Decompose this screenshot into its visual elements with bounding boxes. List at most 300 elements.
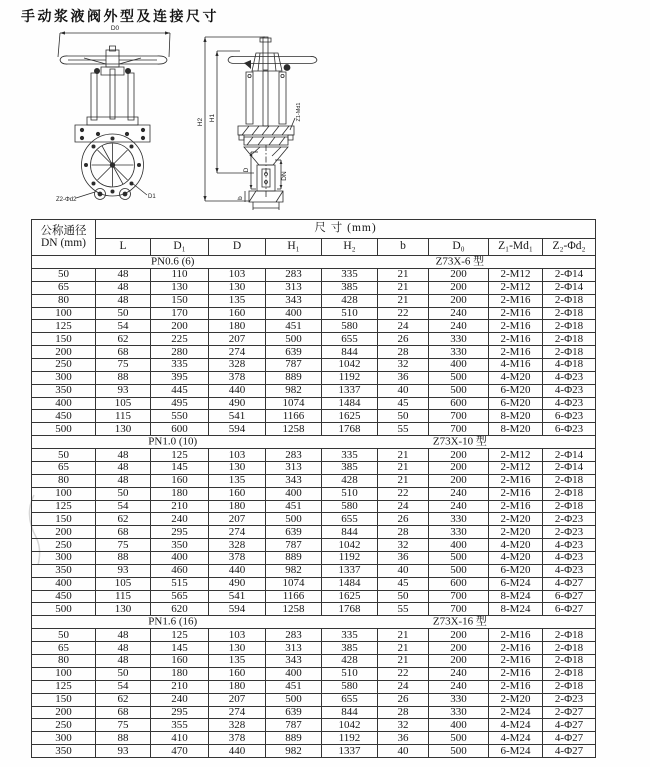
table-cell: 2-Φ18 <box>543 487 596 500</box>
table-cell: 500 <box>429 745 489 758</box>
table-cell: 50 <box>96 487 151 500</box>
table-cell: 48 <box>96 629 151 642</box>
front-view-drawing <box>56 25 170 203</box>
table-cell: 889 <box>266 552 322 565</box>
dn-cell: 50 <box>32 449 96 462</box>
table-cell: 150 <box>151 294 209 307</box>
h2-dimension <box>197 37 265 201</box>
table-row <box>32 371 596 384</box>
b-label: b <box>237 196 244 200</box>
table-cell: 180 <box>209 500 266 513</box>
size-header-cell: 尺 寸 (mm) <box>96 220 596 239</box>
dn-cell: 65 <box>32 281 96 294</box>
table-cell: 240 <box>429 680 489 693</box>
table-cell: 2-Φ18 <box>543 333 596 346</box>
table-cell: 4-Φ23 <box>543 371 596 384</box>
table-cell: 200 <box>429 474 489 487</box>
table-cell: 639 <box>266 346 322 359</box>
table-cell: 313 <box>266 281 322 294</box>
table-cell: 75 <box>96 539 151 552</box>
table-cell: 2-Φ18 <box>543 294 596 307</box>
table-cell: 125 <box>151 449 209 462</box>
table-cell: 400 <box>266 487 322 500</box>
table-cell: 103 <box>209 269 266 282</box>
section-header-cell <box>32 616 596 629</box>
table-cell: 160 <box>209 487 266 500</box>
dn-cell: 125 <box>32 500 96 513</box>
table-cell: 50 <box>96 307 151 320</box>
col-header-D0: D₀ <box>429 239 489 256</box>
table-cell: 440 <box>209 564 266 577</box>
table-row <box>32 384 596 397</box>
table-cell: 1074 <box>266 397 322 410</box>
table-cell: 6-M24 <box>489 577 543 590</box>
h1-label: H1 <box>209 113 216 123</box>
table-cell: 982 <box>266 384 322 397</box>
table-cell: 428 <box>322 294 378 307</box>
table-cell: 495 <box>151 397 209 410</box>
table-cell: 160 <box>209 307 266 320</box>
table-cell: 4-Φ27 <box>543 719 596 732</box>
table-cell: 787 <box>266 719 322 732</box>
dn-cell: 500 <box>32 603 96 616</box>
table-cell: 48 <box>96 449 151 462</box>
table-cell: 500 <box>266 333 322 346</box>
table-cell: 274 <box>209 526 266 539</box>
table-cell: 335 <box>322 269 378 282</box>
table-cell: 48 <box>96 642 151 655</box>
table-cell: 200 <box>429 281 489 294</box>
table-cell: 2-M16 <box>489 474 543 487</box>
table-cell: 130 <box>209 281 266 294</box>
table-cell: 295 <box>151 706 209 719</box>
table-cell: 180 <box>209 320 266 333</box>
table-cell: 54 <box>96 320 151 333</box>
table-cell: 600 <box>429 397 489 410</box>
table-cell: 55 <box>378 423 429 436</box>
table-cell: 2-Φ18 <box>543 667 596 680</box>
table-row <box>32 346 596 359</box>
table-cell: 240 <box>429 487 489 500</box>
dn-dimension <box>275 160 288 189</box>
table-cell: 335 <box>151 359 209 372</box>
table-cell: 4-M20 <box>489 371 543 384</box>
table-cell: 6-Φ23 <box>543 410 596 423</box>
table-cell: 428 <box>322 474 378 487</box>
table-row <box>32 307 596 320</box>
table-cell: 451 <box>266 320 322 333</box>
table-cell: 225 <box>151 333 209 346</box>
table-cell: 343 <box>266 655 322 668</box>
table-cell: 541 <box>209 590 266 603</box>
table-row <box>32 410 596 423</box>
table-cell: 400 <box>266 667 322 680</box>
handwheel-side <box>228 37 317 71</box>
dn-cell: 100 <box>32 667 96 680</box>
table-cell: 440 <box>209 745 266 758</box>
table-cell: 655 <box>322 693 378 706</box>
table-cell: 240 <box>429 320 489 333</box>
h1-dimension <box>209 51 254 173</box>
table-cell: 48 <box>96 269 151 282</box>
col-header-b: b <box>378 239 429 256</box>
table-cell: 110 <box>151 269 209 282</box>
table-cell: 45 <box>378 577 429 590</box>
table-row <box>32 629 596 642</box>
table-cell: 4-Φ18 <box>543 359 596 372</box>
dn-cell: 80 <box>32 294 96 307</box>
table-cell: 620 <box>151 603 209 616</box>
table-cell: 2-M16 <box>489 500 543 513</box>
dn-cell: 50 <box>32 269 96 282</box>
table-cell: 2-M16 <box>489 333 543 346</box>
table-row <box>32 526 596 539</box>
table-cell: 93 <box>96 564 151 577</box>
table-cell: 451 <box>266 680 322 693</box>
table-cell: 4-M24 <box>489 719 543 732</box>
table-cell: 6-Φ27 <box>543 603 596 616</box>
table-row <box>32 269 596 282</box>
table-cell: 385 <box>322 462 378 475</box>
table-cell: 1042 <box>322 359 378 372</box>
table-cell: 40 <box>378 384 429 397</box>
table-cell: 8-M24 <box>489 603 543 616</box>
table-cell: 330 <box>429 526 489 539</box>
table-cell: 510 <box>322 307 378 320</box>
table-cell: 4-Φ27 <box>543 745 596 758</box>
table-cell: 207 <box>209 693 266 706</box>
table-cell: 844 <box>322 526 378 539</box>
table-cell: 2-Φ27 <box>543 706 596 719</box>
table-cell: 639 <box>266 706 322 719</box>
dn-cell: 125 <box>32 680 96 693</box>
table-cell: 787 <box>266 359 322 372</box>
table-row <box>32 462 596 475</box>
table-cell: 2-Φ18 <box>543 346 596 359</box>
table-cell: 328 <box>209 539 266 552</box>
table-cell: 28 <box>378 706 429 719</box>
b-dimension <box>237 191 245 202</box>
table-cell: 6-M20 <box>489 564 543 577</box>
table-cell: 350 <box>151 539 209 552</box>
table-cell: 400 <box>266 307 322 320</box>
table-cell: 36 <box>378 732 429 745</box>
table-cell: 48 <box>96 281 151 294</box>
table-cell: 4-Φ27 <box>543 732 596 745</box>
table-cell: 4-M20 <box>489 552 543 565</box>
table-cell: 4-Φ23 <box>543 552 596 565</box>
section-header-row <box>32 436 596 449</box>
table-cell: 180 <box>151 667 209 680</box>
table-row <box>32 680 596 693</box>
table-cell: 210 <box>151 680 209 693</box>
table-cell: 2-Φ14 <box>543 462 596 475</box>
handwheel-front <box>60 46 167 67</box>
table-cell: 200 <box>429 269 489 282</box>
table-cell: 2-Φ18 <box>543 320 596 333</box>
col-header-D: D <box>209 239 266 256</box>
table-cell: 580 <box>322 500 378 513</box>
dn-cell: 300 <box>32 371 96 384</box>
pressure-rating-label: PN1.6 (16) <box>148 615 198 628</box>
dn-cell: 200 <box>32 706 96 719</box>
table-row <box>32 564 596 577</box>
table-cell: 2-M16 <box>489 487 543 500</box>
col-header-H1: H₁ <box>266 239 322 256</box>
table-cell: 240 <box>151 693 209 706</box>
table-cell: 1258 <box>266 603 322 616</box>
table-cell: 48 <box>96 474 151 487</box>
table-cell: 50 <box>378 590 429 603</box>
table-row <box>32 706 596 719</box>
table-cell: 55 <box>378 603 429 616</box>
page-title: 手动浆液阀外型及连接尺寸 <box>21 8 219 24</box>
table-cell: 2-Φ23 <box>543 513 596 526</box>
table-cell: 62 <box>96 513 151 526</box>
table-cell: 21 <box>378 642 429 655</box>
table-cell: 130 <box>209 462 266 475</box>
table-row <box>32 732 596 745</box>
table-cell: 68 <box>96 346 151 359</box>
table-cell: 1484 <box>322 397 378 410</box>
dn-cell: 200 <box>32 526 96 539</box>
table-cell: 400 <box>151 552 209 565</box>
table-cell: 21 <box>378 294 429 307</box>
gland-flange-side <box>238 126 294 145</box>
table-cell: 130 <box>96 603 151 616</box>
table-cell: 160 <box>151 474 209 487</box>
table-cell: 440 <box>209 384 266 397</box>
table-cell: 115 <box>96 410 151 423</box>
table-cell: 88 <box>96 371 151 384</box>
table-cell: 2-Φ18 <box>543 307 596 320</box>
table-cell: 580 <box>322 680 378 693</box>
table-cell: 22 <box>378 667 429 680</box>
table-cell: 787 <box>266 539 322 552</box>
table-cell: 700 <box>429 410 489 423</box>
d1-label: D1 <box>148 194 156 200</box>
dn-cell: 350 <box>32 384 96 397</box>
yoke-front <box>87 67 138 125</box>
table-cell: 45 <box>378 397 429 410</box>
pressure-rating-label: PN0.6 (6) <box>151 255 195 268</box>
table-row <box>32 294 596 307</box>
table-cell: 54 <box>96 500 151 513</box>
table-cell: 26 <box>378 513 429 526</box>
table-cell: 48 <box>96 655 151 668</box>
table-cell: 50 <box>96 667 151 680</box>
table-cell: 6-M20 <box>489 397 543 410</box>
table-row <box>32 590 596 603</box>
table-cell: 283 <box>266 449 322 462</box>
section-header-row <box>32 256 596 269</box>
table-cell: 22 <box>378 307 429 320</box>
table-cell: 600 <box>151 423 209 436</box>
table-cell: 1337 <box>322 564 378 577</box>
table-cell: 2-M20 <box>489 513 543 526</box>
table-cell: 1042 <box>322 719 378 732</box>
table-cell: 32 <box>378 719 429 732</box>
table-cell: 8-M20 <box>489 423 543 436</box>
table-row <box>32 281 596 294</box>
dn-cell: 80 <box>32 474 96 487</box>
table-cell: 207 <box>209 513 266 526</box>
table-cell: 1768 <box>322 423 378 436</box>
header-row-1 <box>32 220 596 239</box>
table-cell: 2-Φ18 <box>543 500 596 513</box>
dn-cell: 65 <box>32 642 96 655</box>
table-cell: 1484 <box>322 577 378 590</box>
table-cell: 240 <box>429 500 489 513</box>
table-cell: 410 <box>151 732 209 745</box>
dimension-table-body <box>32 220 596 758</box>
table-cell: 515 <box>151 577 209 590</box>
dn-cell: 400 <box>32 577 96 590</box>
table-cell: 6-Φ23 <box>543 423 596 436</box>
table-cell: 170 <box>151 307 209 320</box>
table-cell: 2-M24 <box>489 706 543 719</box>
table-cell: 200 <box>429 629 489 642</box>
table-cell: 2-Φ18 <box>543 642 596 655</box>
valve-model-label: Z73X-16 型 <box>432 615 487 628</box>
d-label: D <box>243 167 250 173</box>
table-row <box>32 359 596 372</box>
table-cell: 274 <box>209 706 266 719</box>
table-cell: 4-M16 <box>489 359 543 372</box>
table-cell: 500 <box>429 384 489 397</box>
table-row <box>32 745 596 758</box>
table-cell: 2-Φ14 <box>543 449 596 462</box>
table-cell: 313 <box>266 462 322 475</box>
table-cell: 4-Φ23 <box>543 397 596 410</box>
table-cell: 103 <box>209 629 266 642</box>
table-cell: 500 <box>429 371 489 384</box>
table-cell: 4-M20 <box>489 539 543 552</box>
table-cell: 2-M20 <box>489 693 543 706</box>
table-cell: 889 <box>266 732 322 745</box>
table-cell: 48 <box>96 462 151 475</box>
valve-drawings <box>0 0 650 222</box>
table-cell: 24 <box>378 320 429 333</box>
table-cell: 26 <box>378 693 429 706</box>
table-cell: 145 <box>151 462 209 475</box>
col-header-Z2-Phid2: Z₂-Φd₂ <box>543 239 596 256</box>
dn-cell: 100 <box>32 487 96 500</box>
table-cell: 2-M16 <box>489 320 543 333</box>
table-cell: 200 <box>151 320 209 333</box>
section-header-row <box>32 616 596 629</box>
table-cell: 400 <box>429 359 489 372</box>
table-cell: 32 <box>378 359 429 372</box>
table-cell: 330 <box>429 706 489 719</box>
table-cell: 1625 <box>322 410 378 423</box>
table-cell: 4-Φ27 <box>543 577 596 590</box>
table-row <box>32 500 596 513</box>
table-cell: 385 <box>322 642 378 655</box>
table-cell: 594 <box>209 603 266 616</box>
table-cell: 500 <box>429 564 489 577</box>
table-cell: 75 <box>96 359 151 372</box>
table-cell: 21 <box>378 462 429 475</box>
table-cell: 2-M12 <box>489 269 543 282</box>
table-cell: 1768 <box>322 603 378 616</box>
table-cell: 335 <box>322 629 378 642</box>
dn-cell: 450 <box>32 590 96 603</box>
dn-cell: 200 <box>32 346 96 359</box>
flange-spokes <box>92 144 134 187</box>
table-row <box>32 552 596 565</box>
table-cell: 700 <box>429 423 489 436</box>
table-cell: 24 <box>378 680 429 693</box>
table-cell: 889 <box>266 371 322 384</box>
table-cell: 200 <box>429 642 489 655</box>
table-cell: 283 <box>266 269 322 282</box>
table-cell: 180 <box>209 680 266 693</box>
table-row <box>32 333 596 346</box>
table-cell: 500 <box>266 513 322 526</box>
dn-label: DN <box>281 171 288 181</box>
table-cell: 135 <box>209 474 266 487</box>
dn-cell: 50 <box>32 629 96 642</box>
d0-label: D0 <box>110 25 120 32</box>
dn-cell: 350 <box>32 745 96 758</box>
table-row <box>32 642 596 655</box>
table-cell: 103 <box>209 449 266 462</box>
side-view-drawing <box>197 37 317 210</box>
table-row <box>32 423 596 436</box>
dn-cell: 400 <box>32 397 96 410</box>
table-cell: 6-M20 <box>489 384 543 397</box>
valve-model-label: Z73X-6 型 <box>435 255 485 268</box>
table-cell: 274 <box>209 346 266 359</box>
table-cell: 335 <box>322 449 378 462</box>
table-cell: 2-M16 <box>489 667 543 680</box>
table-cell: 490 <box>209 577 266 590</box>
table-cell: 135 <box>209 655 266 668</box>
dn-cell: 100 <box>32 307 96 320</box>
section-header-cell <box>32 256 596 269</box>
table-cell: 40 <box>378 564 429 577</box>
table-cell: 2-M12 <box>489 281 543 294</box>
table-cell: 565 <box>151 590 209 603</box>
table-cell: 21 <box>378 474 429 487</box>
dn-cell: 150 <box>32 513 96 526</box>
table-row <box>32 397 596 410</box>
table-cell: 844 <box>322 346 378 359</box>
table-cell: 1625 <box>322 590 378 603</box>
table-cell: 1192 <box>322 371 378 384</box>
pressure-rating-label: PN1.0 (10) <box>148 435 198 448</box>
table-cell: 24 <box>378 500 429 513</box>
h2-label: H2 <box>197 117 204 127</box>
table-cell: 510 <box>322 667 378 680</box>
table-cell: 580 <box>322 320 378 333</box>
table-cell: 1042 <box>322 539 378 552</box>
table-cell: 115 <box>96 590 151 603</box>
table-cell: 145 <box>151 642 209 655</box>
table-cell: 28 <box>378 346 429 359</box>
table-cell: 22 <box>378 487 429 500</box>
table-cell: 4-Φ23 <box>543 539 596 552</box>
table-cell: 2-M16 <box>489 629 543 642</box>
table-row <box>32 719 596 732</box>
table-cell: 470 <box>151 745 209 758</box>
table-cell: 40 <box>378 745 429 758</box>
table-cell: 2-M20 <box>489 526 543 539</box>
table-cell: 445 <box>151 384 209 397</box>
table-cell: 200 <box>429 449 489 462</box>
table-cell: 2-M16 <box>489 655 543 668</box>
